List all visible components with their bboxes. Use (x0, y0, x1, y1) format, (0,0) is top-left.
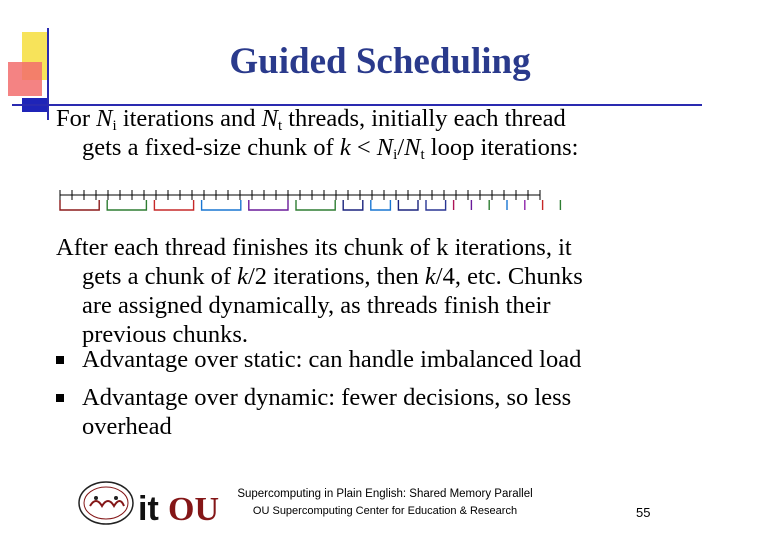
iteration-chunks-diagram (60, 186, 560, 222)
footer-logos (78, 480, 219, 528)
var-k: k (339, 134, 351, 161)
after-line-4: previous chunks. (82, 321, 249, 348)
slide-title: Guided Scheduling (229, 41, 531, 82)
bullet-item (56, 345, 696, 374)
less-than-sign: < (350, 134, 377, 161)
slash: / (397, 134, 405, 161)
square-bullet-icon (56, 394, 64, 402)
ou-seal-logo (79, 482, 133, 524)
chunk-bracket (426, 200, 446, 210)
var-n: N (404, 134, 421, 161)
subscript-i: i (393, 147, 398, 163)
chunk-bracket (296, 200, 335, 210)
intro-paragraph (56, 104, 666, 162)
chunk-bracket (249, 200, 288, 210)
footer-line-1: Supercomputing in Plain English: Shared Memory Parallel (237, 488, 533, 500)
var-n: N (96, 105, 113, 132)
footer (205, 486, 565, 520)
subscript-t: t (420, 147, 425, 163)
after-text: gets a chunk of (82, 263, 238, 290)
intro-text: For (56, 105, 97, 132)
after-text: /2 iterations, then (248, 263, 425, 290)
bullet-text: overhead (82, 413, 172, 440)
var-k: k (424, 263, 436, 290)
after-paragraph (56, 233, 666, 349)
it-logo (138, 490, 159, 528)
chunk-bracket (371, 200, 391, 210)
subscript-t: t (277, 118, 283, 134)
bullet-text: Advantage over dynamic: fewer decisions, so less (82, 384, 572, 411)
chunk-bracket (202, 200, 241, 210)
after-line-2 (56, 262, 666, 291)
chunk-bracket (398, 200, 418, 210)
var-n: N (261, 105, 278, 132)
var-k: k (237, 263, 248, 290)
chunk-bracket (107, 200, 146, 210)
after-text: After each thread finishes its chunk of k iterations, it (56, 234, 572, 261)
bullet-item (56, 383, 696, 441)
after-line-3: are assigned dynamically, as threads finish their (82, 292, 551, 319)
intro-text: gets a fixed-size chunk of (82, 134, 340, 161)
bullet-text: Advantage over static: can handle imbalanced load (82, 346, 582, 373)
var-n: N (376, 134, 394, 161)
footer-line-2: OU Supercomputing Center for Education & Research (252, 505, 518, 517)
intro-line-2 (56, 133, 666, 162)
chunk-bracket (154, 200, 193, 210)
chunk-bracket (60, 200, 99, 210)
square-bullet-icon (56, 356, 64, 364)
after-text: /4, etc. Chunks (435, 263, 583, 290)
page-number: 55 (636, 505, 651, 520)
subscript-i: i (112, 118, 117, 134)
intro-text: threads, initially each thread (282, 105, 566, 132)
intro-text: loop iterations: (424, 134, 579, 161)
it-logo-text: it (138, 490, 159, 528)
ou-logo-text: OU (168, 491, 219, 528)
intro-text: iterations and (116, 105, 262, 132)
chunk-bracket (343, 200, 363, 210)
